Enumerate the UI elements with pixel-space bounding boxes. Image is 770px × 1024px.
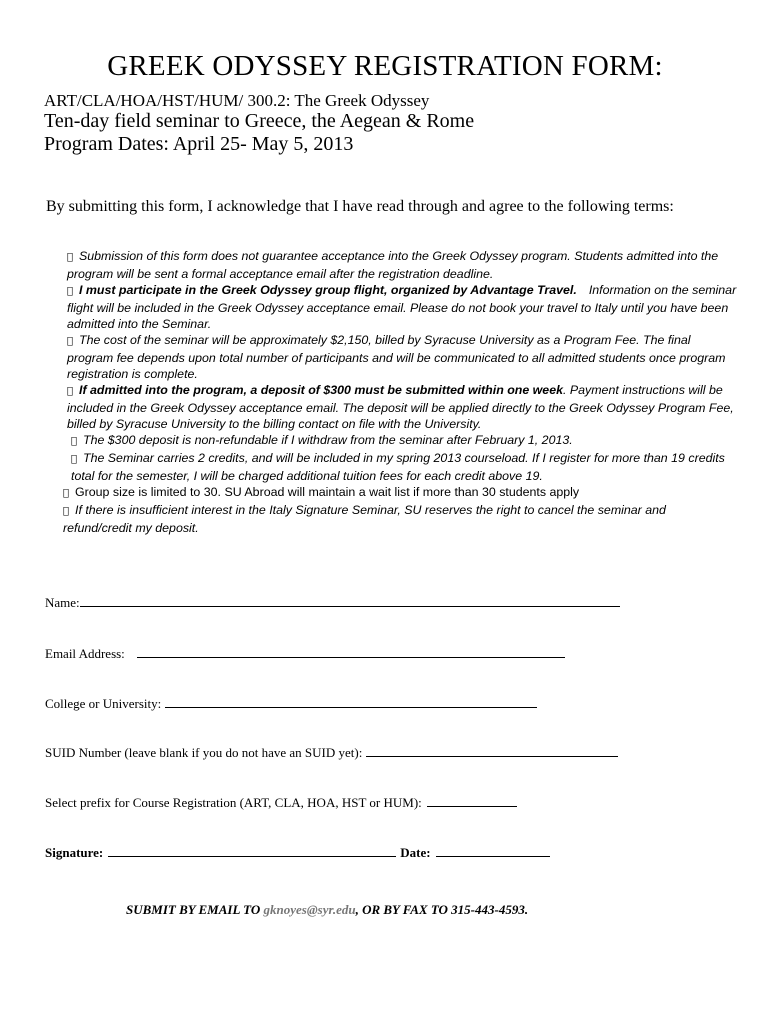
date-input-line[interactable] bbox=[436, 845, 550, 857]
bullet-icon bbox=[67, 250, 79, 266]
bullet-icon bbox=[67, 334, 79, 350]
suid-field bbox=[45, 745, 618, 761]
submit-prefix: SUBMIT BY EMAIL TO bbox=[126, 902, 264, 917]
date-label: Date: bbox=[400, 845, 431, 860]
suid-input-line[interactable] bbox=[366, 745, 618, 757]
term-text: The Seminar carries 2 credits, and will be included in my spring 2013 courseload. If I register for more than 19 credits total for the semester, I will be charged additional tuition fees for each credit above 19. bbox=[71, 441, 725, 471]
suid-label: SUID Number (leave blank if you do not have an SUID yet): bbox=[45, 745, 363, 760]
submit-suffix: , OR BY FAX TO 315-443-4593. bbox=[355, 902, 529, 917]
email-input-line[interactable] bbox=[137, 646, 565, 658]
seminar-subtitle: Ten-day field seminar to Greece, the Aegean & Rome bbox=[44, 110, 475, 132]
college-field bbox=[45, 696, 537, 712]
name-field bbox=[45, 595, 620, 611]
course-code-line: ART/CLA/HOA/HST/HUM/ 300.2: The Greek Odyssey bbox=[44, 91, 430, 110]
term-item bbox=[63, 489, 737, 536]
program-dates: Program Dates: April 25- May 5, 2013 bbox=[44, 133, 354, 155]
bullet-icon bbox=[63, 486, 75, 502]
email-label: Email Address: bbox=[45, 646, 125, 661]
college-label: College or University: bbox=[45, 696, 162, 711]
submit-instructions bbox=[126, 902, 528, 918]
bullet-icon bbox=[67, 384, 79, 400]
term-text: The cost of the seminar will be approximately $2,150, billed by Syracuse University as a Program Fee. The final program fee depends upon total number of participants and will be communicated to all admitted students once program registration is complete. bbox=[67, 329, 726, 375]
prefix-input-line[interactable] bbox=[427, 795, 517, 807]
term-item bbox=[67, 282, 737, 332]
submit-email-link[interactable]: gknoyes@syr.edu bbox=[263, 902, 356, 917]
term-item bbox=[67, 377, 737, 432]
term-emphasis: If admitted into the program, a deposit of $300 must be submitted within one week bbox=[79, 377, 563, 391]
term-item bbox=[63, 473, 737, 502]
term-item bbox=[67, 248, 737, 282]
prefix-field bbox=[45, 795, 517, 811]
college-input-line[interactable] bbox=[165, 696, 537, 708]
name-input-line[interactable] bbox=[80, 595, 620, 607]
term-text: If there is insufficient interest in the Italy Signature Seminar, SU reserves the right to cancel the seminar and refund/credit my deposit. bbox=[63, 489, 666, 519]
term-text: Group size is limited to 30. SU Abroad will maintain a wait list if more than 30 students apply bbox=[75, 473, 580, 487]
term-text: Information on the seminar flight will be included in the Greek Odyssey acceptance email. Please do not book your travel to Italy until you have been admitted into the Seminar. bbox=[67, 281, 737, 327]
bullet-icon bbox=[71, 434, 83, 450]
prefix-label: Select prefix for Course Registration (ART, CLA, HOA, HST or HUM): bbox=[45, 795, 422, 810]
term-text: The $300 deposit is non-refundable if I withdraw from the seminar after February 1, 2013. bbox=[83, 425, 573, 439]
signature-field bbox=[45, 845, 550, 861]
name-label: Name: bbox=[45, 595, 80, 610]
signature-label: Signature: bbox=[45, 845, 104, 860]
term-item bbox=[67, 329, 737, 382]
page-title: GREEK ODYSSEY REGISTRATION FORM: bbox=[107, 50, 663, 82]
term-item bbox=[71, 441, 737, 484]
term-text: Submission of this form does not guarantee acceptance into the Greek Odyssey program. Students admitted into the program will be sent a formal acceptance email after the registration deadline. bbox=[67, 249, 719, 279]
terms-list bbox=[63, 248, 737, 536]
email-field bbox=[45, 646, 565, 662]
bullet-icon bbox=[71, 452, 83, 468]
signature-input-line[interactable] bbox=[108, 845, 396, 857]
term-text: . Payment instructions will be included in the Greek Odyssey acceptance email. The deposit will be applied directly to the Greek Odyssey Program Fee, billed by Syracuse University to the billing contact on file with the University. bbox=[67, 377, 734, 423]
term-emphasis: I must participate in the Greek Odyssey group flight, organized by Advantage Travel. bbox=[79, 281, 577, 295]
acknowledgement-text: By submitting this form, I acknowledge that I have read through and agree to the following terms: bbox=[46, 198, 674, 215]
bullet-icon bbox=[63, 504, 75, 520]
term-item bbox=[71, 425, 737, 450]
bullet-icon bbox=[67, 284, 79, 300]
